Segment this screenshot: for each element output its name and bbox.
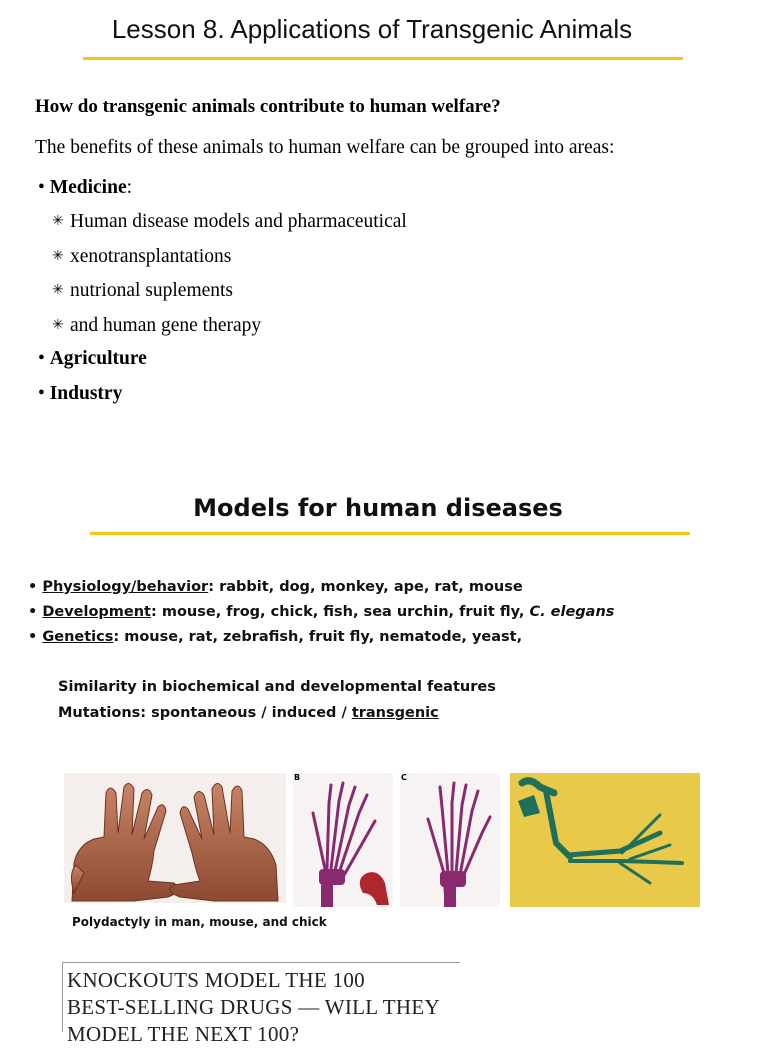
model-genetics: • Genetics: mouse, rat, zebrafish, fruit fly, nematode, yeast, [28,629,523,645]
model-physiology: • Physiology/behavior: rabbit, dog, monkey, ape, rat, mouse [28,579,523,595]
medicine-item: ✳ Human disease models and pharmaceutical [52,211,407,232]
slide1-question: How do transgenic animals contribute to human welfare? [35,96,501,117]
asterisk-bullet-icon: ✳ [52,283,64,298]
asterisk-bullet-icon: ✳ [52,249,64,264]
panel-label-b: B [294,773,301,782]
model-development: • Development: mouse, frog, chick, fish, sea urchin, fruit fly, C. elegans [28,604,615,620]
slide1-title: Lesson 8. Applications of Transgenic Animals [111,14,633,44]
title-underline [83,57,683,60]
slide2-title-underline [90,532,690,535]
panel-label-c: C [401,773,407,782]
mouse-paw-stain-b [293,773,393,907]
bullet-medicine-label: Medicine [49,177,127,198]
human-hands-photo [64,773,286,903]
bullet-industry: • Industry [38,383,123,404]
mutations-line: Mutations: spontaneous / induced / transgenic [58,705,439,721]
slide3-heading: KNOCKOUTS MODEL THE 100 BEST-SELLING DRUGS — WILL THEY MODEL THE NEXT 100? [62,962,460,1032]
medicine-item: ✳ xenotransplantations [52,246,232,267]
asterisk-bullet-icon: ✳ [52,214,64,229]
medicine-item: ✳ and human gene therapy [52,315,262,336]
asterisk-bullet-icon: ✳ [52,318,64,333]
chick-wing-stain [510,773,700,907]
slide2-title: Models for human diseases [193,494,563,522]
figure-caption: Polydactyly in man, mouse, and chick [72,915,327,929]
slide1-intro: The benefits of these animals to human welfare can be grouped into areas: [35,137,615,158]
similarity-line: Similarity in biochemical and developmental features [58,679,496,695]
bullet-medicine: • Medicine: [38,177,133,198]
medicine-item: ✳ nutrional suplements [52,280,234,301]
bullet-agriculture: • Agriculture [38,348,147,369]
mouse-paw-stain-c [400,773,500,907]
